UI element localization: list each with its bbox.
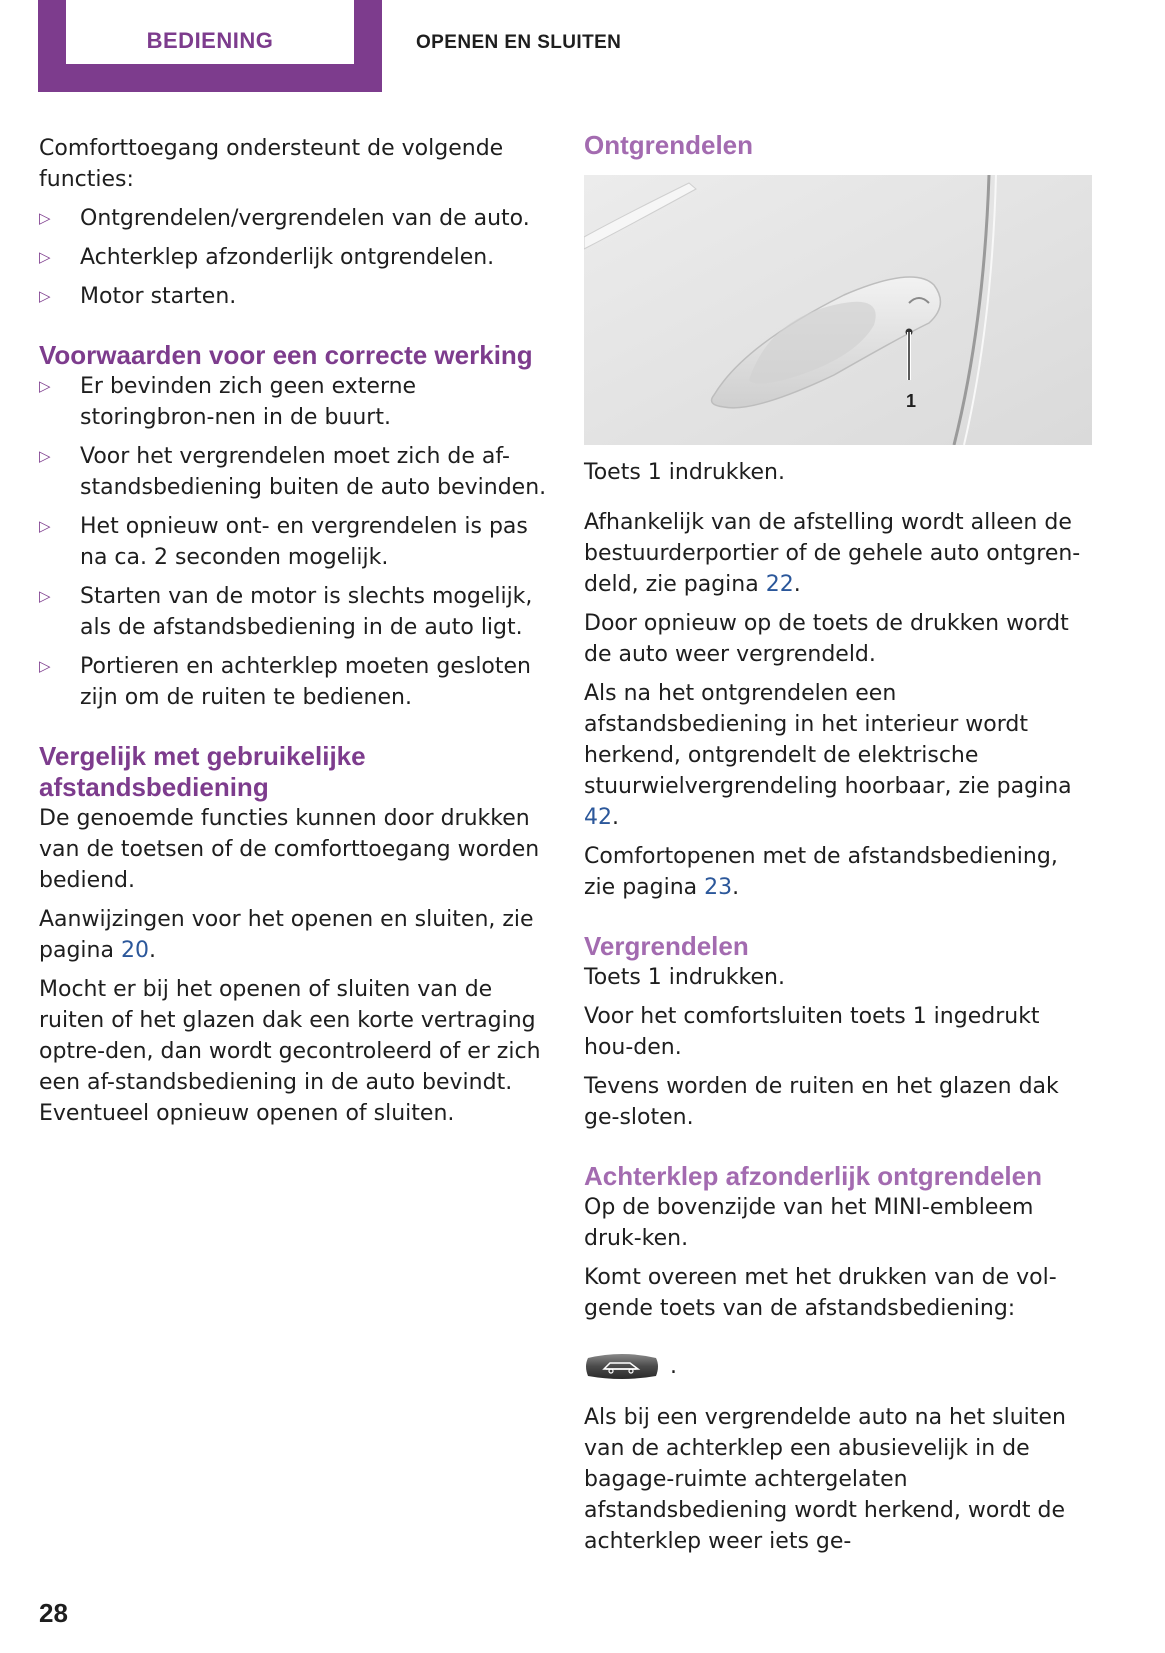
lock-heading: Vergrendelen xyxy=(584,931,749,961)
page-link[interactable]: 22 xyxy=(765,572,794,597)
page-number: 28 xyxy=(39,1598,68,1628)
list-item: ▷ Voor het vergrendelen moet zich de af-standsbediening buiten de auto bevinden. xyxy=(39,441,549,503)
conditions-heading: Voorwaarden voor een correcte werking xyxy=(39,340,533,370)
bullet-triangle-icon: ▷ xyxy=(39,447,51,465)
remote-key-row: . xyxy=(584,1342,1094,1382)
comfort-close-paragraph: Voor het comfortsluiten toets 1 ingedrukt hou-den. xyxy=(584,1004,1040,1060)
list-item: ▷ Motor starten. xyxy=(39,281,549,312)
tailgate-heading: Achterklep afzonderlijk ontgrendelen xyxy=(584,1161,1042,1191)
bullet-triangle-icon: ▷ xyxy=(39,287,51,305)
list-item: ▷ Starten van de motor is slechts mogelijk, als de afstandsbediening in de auto ligt. xyxy=(39,581,549,643)
unlock-heading: Ontgrendelen xyxy=(584,130,754,160)
page-link[interactable]: 23 xyxy=(704,875,733,900)
header-tab xyxy=(38,0,382,92)
page-link[interactable]: 20 xyxy=(120,938,149,963)
chapter-title: BEDIENING xyxy=(146,28,274,53)
bullet-triangle-icon: ▷ xyxy=(39,248,51,266)
forgotten-key-paragraph: Als bij een vergrendelde auto na het sluiten van de achterklep een abusievelijk in de bagage-ruimte achtergelaten afstandsbediening wordt herkend, wordt de achterklep weer iets ge- xyxy=(584,1405,1066,1554)
tailgate-remote-key-icon xyxy=(584,1350,660,1382)
unlock-setting-paragraph: Afhankelijk van de afstelling wordt alleen de bestuurderportier of de gehele auto ontgren-deld, zie pagina 22. xyxy=(584,510,1081,597)
emblem-paragraph: Op de bovenzijde van het MINI-embleem druk-ken. xyxy=(584,1195,1034,1251)
list-item: ▷ Portieren en achterklep moeten gesloten zijn om de ruiten te bedienen. xyxy=(39,651,549,713)
list-item: ▷ Er bevinden zich geen externe storingbron-nen in de buurt. xyxy=(39,371,549,433)
functions-list xyxy=(39,203,549,312)
left-column xyxy=(39,133,549,1137)
compare-heading: Vergelijk met gebruikelijke afstandsbediening xyxy=(39,741,366,802)
list-item: ▷ Ontgrendelen/vergrendelen van de auto. xyxy=(39,203,549,234)
callout-number: 1 xyxy=(905,391,917,411)
compare-paragraph: De genoemde functies kunnen door drukken van de toetsen of de comforttoegang worden bediend. xyxy=(39,806,540,893)
steering-lock-paragraph: Als na het ontgrendelen een afstandsbediening in het interieur wordt herkend, ontgrendelt de elektrische stuurwielvergrendeling hoorbaar, zie pagina 42. xyxy=(584,681,1072,830)
relock-paragraph: Door opnieuw op de toets de drukken wordt de auto weer vergrendeld. xyxy=(584,611,1069,667)
lock-step: Toets 1 indrukken. xyxy=(584,965,785,990)
list-item: ▷ Het opnieuw ont- en vergrendelen is pas na ca. 2 seconden mogelijk. xyxy=(39,511,549,573)
bullet-triangle-icon: ▷ xyxy=(39,517,51,535)
bullet-triangle-icon: ▷ xyxy=(39,209,51,227)
remote-equivalent-paragraph: Komt overeen met het drukken van de vol-gende toets van de afstandsbediening: xyxy=(584,1265,1057,1321)
compare-reference-paragraph: Aanwijzingen voor het openen en sluiten, zie pagina 20. xyxy=(39,907,534,963)
section-title: OPENEN EN SLUITEN xyxy=(416,32,622,53)
bullet-triangle-icon: ▷ xyxy=(39,657,51,675)
bullet-triangle-icon: ▷ xyxy=(39,587,51,605)
comfort-open-paragraph: Comfortopenen met de afstandsbediening, zie pagina 23. xyxy=(584,844,1058,900)
intro-text: Comforttoegang ondersteunt de volgende functies: xyxy=(39,136,504,192)
windows-close-paragraph: Tevens worden de ruiten en het glazen dak ge-sloten. xyxy=(584,1074,1059,1130)
delay-paragraph: Mocht er bij het openen of sluiten van de ruiten of het glazen dak een korte vertraging optre-den, dan wordt gecontroleerd of er zich een af-standsbediening in de auto bevindt. Eventueel opnieuw openen of sluiten. xyxy=(39,977,541,1126)
page-link[interactable]: 42 xyxy=(584,805,612,830)
unlock-step: Toets 1 indrukken. xyxy=(584,460,785,485)
door-handle-illustration xyxy=(584,175,1092,445)
conditions-list xyxy=(39,371,549,713)
bullet-triangle-icon: ▷ xyxy=(39,377,51,395)
list-item: ▷ Achterklep afzonderlijk ontgrendelen. xyxy=(39,242,549,273)
right-column xyxy=(584,130,1094,1565)
